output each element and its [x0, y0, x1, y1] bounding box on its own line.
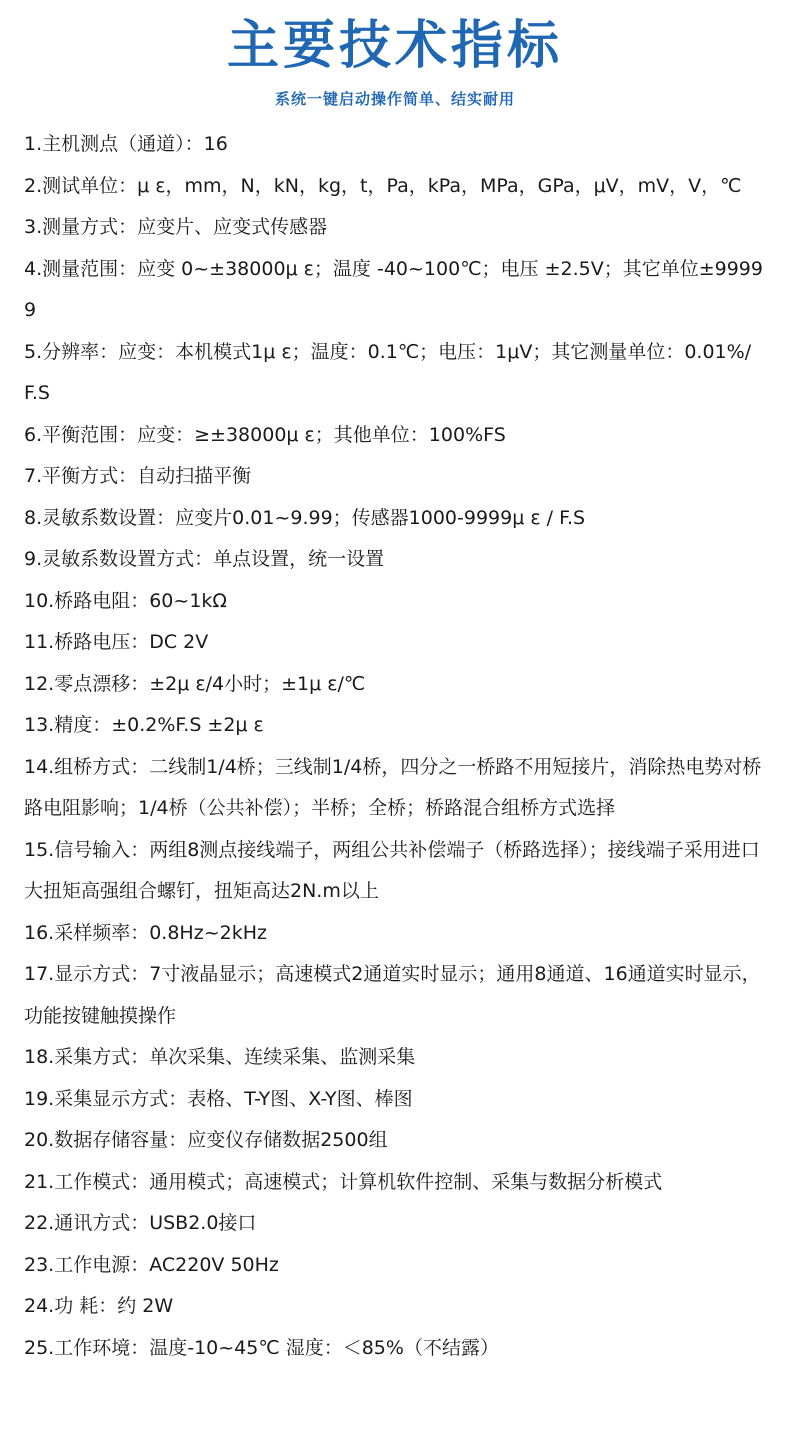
- spec-list: [24, 124, 764, 1369]
- spec-item: 4.测量范围：应变 0~±38000μ ε；温度 -40~100℃；电压 ±2.5V；其它单位±99999: [24, 257, 763, 321]
- spec-item: 9.灵敏系数设置方式：单点设置，统一设置: [24, 548, 385, 570]
- spec-item: 23.工作电源：AC220V 50Hz: [24, 1253, 279, 1276]
- spec-item: 10.桥路电阻：60~1kΩ: [24, 589, 227, 612]
- spec-item: 6.平衡范围：应变：≥±38000μ ε；其他单位：100%FS: [24, 423, 506, 446]
- spec-item: 17.显示方式：7寸液晶显示；高速模式2通道实时显示；通用8通道、16通道实时显示，功能按键触摸操作: [24, 963, 761, 1027]
- spec-item: 2.测试单位：μ ε，mm，N，kN，kg，t，Pa，kPa，MPa，GPa，μV，mV，V，℃: [24, 174, 742, 197]
- spec-item: 12.零点漂移：±2μ ε/4小时；±1μ ε/℃: [24, 672, 366, 695]
- spec-item: 7.平衡方式：自动扫描平衡: [24, 465, 252, 487]
- spec-item: 25.工作环境：温度-10~45℃ 湿度：＜85%（不结露）: [24, 1336, 499, 1359]
- spec-item: 13.精度：±0.2%F.S ±2μ ε: [24, 714, 264, 736]
- page-title: 主要技术指标: [226, 16, 563, 76]
- spec-item: 16.采样频率：0.8Hz~2kHz: [24, 921, 267, 944]
- spec-item: 3.测量方式：应变片、应变式传感器: [24, 216, 328, 238]
- spec-item: 8.灵敏系数设置：应变片0.01~9.99；传感器1000-9999μ ε / F.S: [24, 506, 586, 529]
- spec-item: 20.数据存储容量：应变仪存储数据2500组: [24, 1129, 388, 1151]
- spec-item: 21.工作模式：通用模式；高速模式；计算机软件控制、采集与数据分析模式: [24, 1170, 663, 1193]
- spec-item: 14.组桥方式：二线制1/4桥；三线制1/4桥，四分之一桥路不用短接片，消除热电势对桥路电阻影响；1/4桥（公共补偿）；半桥；全桥；桥路混合组桥方式选择: [24, 755, 762, 819]
- page-subtitle: 系统一键启动操作简单、结实耐用: [274, 90, 515, 108]
- spec-item: 18.采集方式：单次采集、连续采集、监测采集: [24, 1046, 416, 1068]
- spec-item: 19.采集显示方式：表格、T-Y图、X-Y图、棒图: [24, 1087, 413, 1110]
- spec-item: 15.信号输入：两组8测点接线端子，两组公共补偿端子（桥路选择）；接线端子采用进口大扭矩高强组合螺钉，扭矩高达2N.m以上: [24, 838, 760, 902]
- spec-item: 11.桥路电压：DC 2V: [24, 631, 209, 653]
- spec-item: 1.主机测点（通道）：16: [24, 133, 228, 155]
- spec-item: 5.分辨率：应变：本机模式1μ ε；温度：0.1℃；电压：1μV；其它测量单位：0.01%/F.S: [24, 340, 752, 404]
- spec-item: 24.功 耗：约 2W: [24, 1295, 174, 1317]
- spec-item: 22.通讯方式：USB2.0接口: [24, 1212, 257, 1234]
